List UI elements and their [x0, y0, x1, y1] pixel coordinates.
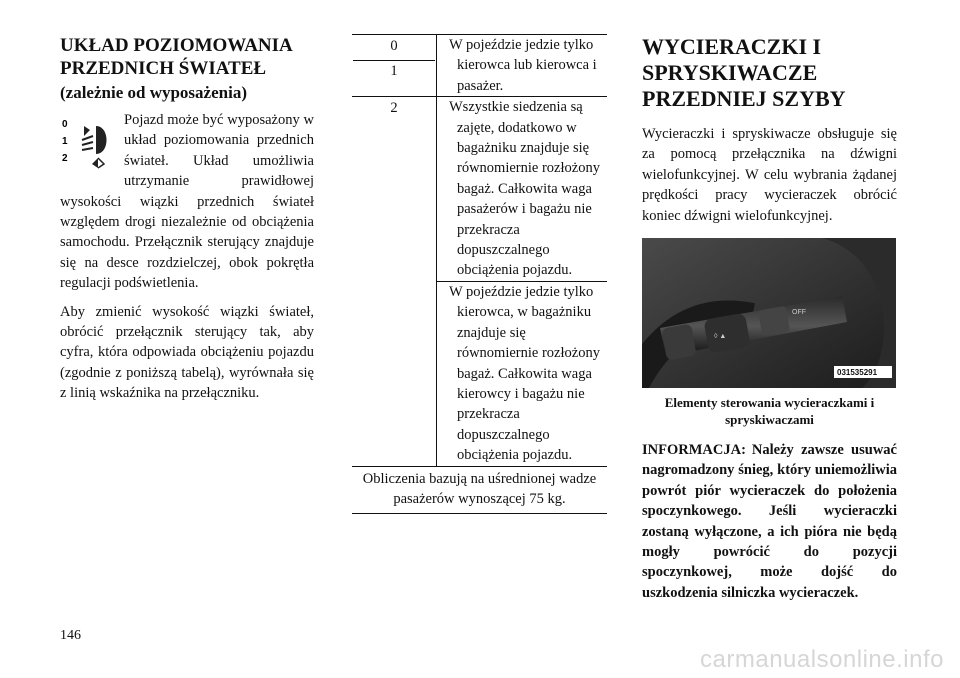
level-0: 0	[390, 38, 398, 54]
table-cell-number	[352, 35, 437, 97]
section-title-headlamp-leveling	[60, 34, 314, 80]
level-2: 2	[390, 100, 398, 117]
row2-description-a: Wszystkie siedzenia są zajęte, dodatkowo w bagażniku znajduje się równomiernie rozłożony bagaż. Całkowita waga pasażerów i bagażu nie przekracza dopuszczalnego obciążenia pojazdu.	[449, 99, 600, 279]
left-column	[60, 34, 314, 412]
section-title-wipers	[642, 34, 897, 112]
table-cell-description	[437, 97, 608, 282]
photo-caption: Elementy sterowania wycieraczkami i spryskiwaczami	[664, 395, 875, 428]
icon-label-0: 0	[62, 119, 68, 130]
section-subtitle: (zależnie od wyposażenia)	[60, 83, 247, 102]
svg-text:◊ ▲: ◊ ▲	[714, 333, 727, 341]
table-footer-row	[352, 466, 607, 514]
title-line-3: PRZEDNIEJ SZYBY	[642, 86, 846, 111]
wiper-stalk-illustration	[642, 238, 896, 388]
title-line-1: UKŁAD POZIOMOWANIA	[60, 35, 293, 56]
note-text: Należy zawsze usuwać nagromadzony śnieg, który uniemożliwia powrót piór wycieraczek do położenia spoczynkowego. Jeśli wycieraczki zostaną wyłączone, a ich pióra nie będą mogły powrócić do pozycji spoczynkowej, może dojść do uszkodzenia silniczka wycieraczek.	[642, 442, 897, 601]
watermark-link[interactable]: carmanualsonline.info	[700, 646, 944, 673]
headlamp-level-icon	[60, 114, 118, 174]
headlamp-para-1: Pojazd może być wyposażony w układ poziomowania przednich świateł. Układ umożliwia utrzymanie prawidłowej wysokości wiązki przednich świateł względem drogi niezależnie od obciążenia samochodu. Przełącznik sterujący znajduje się na desce rozdzielczej, obok pokrętła regulacji podświetlenia.	[60, 112, 314, 292]
table-cell-description	[437, 281, 608, 466]
table-cell-number	[352, 97, 437, 466]
level-1: 1	[353, 60, 435, 81]
photo-code: 031535291	[837, 368, 878, 378]
table-row	[352, 35, 607, 97]
wiper-note	[642, 440, 897, 603]
row1-description: W pojeździe jedzie tylko kierowca lub kierowca i pasażer.	[449, 37, 597, 94]
middle-column	[352, 34, 607, 514]
icon-label-2: 2	[62, 153, 68, 164]
title-line-2: PRZEDNICH ŚWIATEŁ	[60, 58, 267, 79]
svg-text:OFF: OFF	[792, 309, 806, 317]
table-row	[352, 97, 607, 282]
wiper-control-photo	[642, 238, 896, 388]
right-column	[642, 34, 897, 603]
table-footer-note: Obliczenia bazują na uśrednionej wadze pasażerów wynoszącej 75 kg.	[352, 466, 607, 514]
icon-label-1: 1	[62, 136, 68, 147]
load-level-table	[352, 34, 607, 514]
title-line-2: SPRYSKIWACZE	[642, 60, 818, 85]
headlamp-para-2: Aby zmienić wysokość wiązki świateł, obrócić przełącznik sterujący tak, aby cyfra, która odpowiada obciążeniu pojazdu (zgodnie z poniższą tabelą), wyrównała się z linią wskaźnika na przełączniku.	[60, 303, 314, 402]
wipers-para-1: Wycieraczki i spryskiwacze obsługuje się za pomocą przełącznika na dźwigni wielofunkcyjnej. W celu wybrania żądanej prędkości pracy wycieraczek obrócić koniec dźwigni wielofunkcyjnej.	[642, 126, 897, 224]
row2-description-b: W pojeździe jedzie tylko kierowca, w bagażniku znajduje się równomiernie rozłożony bagaż. Całkowita waga kierowcy i bagażu nie przekracza dopuszczalnego obciążenia pojazdu.	[449, 283, 600, 464]
note-label: INFORMACJA:	[642, 442, 746, 459]
table-cell-description	[437, 35, 608, 97]
headlamp-level-icon-svg	[60, 114, 118, 174]
title-line-1: WYCIERACZKI I	[642, 34, 822, 59]
page-number: 146	[60, 628, 81, 643]
